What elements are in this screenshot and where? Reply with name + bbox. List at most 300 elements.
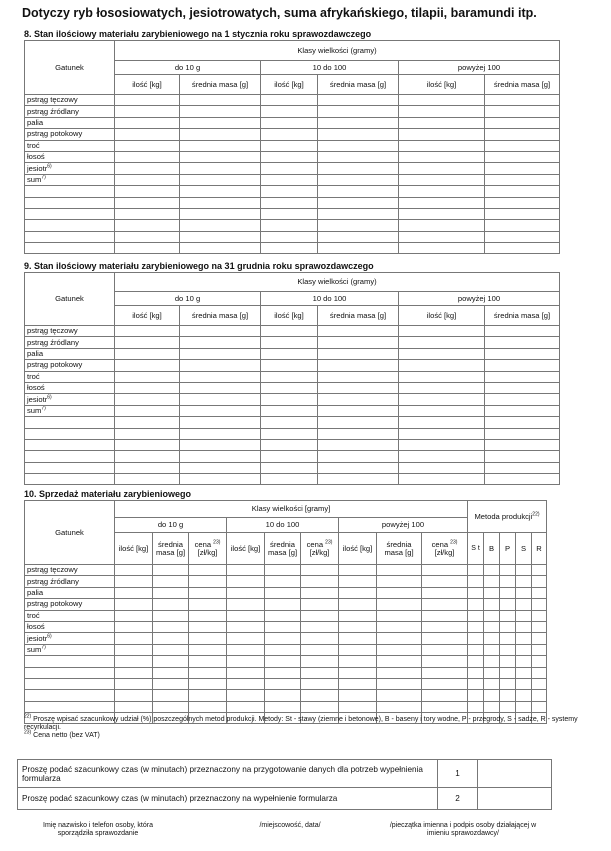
- data-cell[interactable]: [261, 337, 318, 348]
- data-cell[interactable]: [115, 140, 180, 151]
- data-cell[interactable]: [227, 576, 265, 587]
- data-cell[interactable]: [265, 565, 301, 576]
- data-cell[interactable]: [261, 348, 318, 359]
- data-cell[interactable]: [485, 474, 560, 485]
- data-cell[interactable]: [399, 129, 485, 140]
- data-cell[interactable]: [318, 417, 399, 428]
- data-cell[interactable]: [339, 644, 377, 655]
- data-cell[interactable]: [500, 565, 516, 576]
- data-cell[interactable]: [318, 371, 399, 382]
- data-cell[interactable]: [115, 690, 153, 701]
- data-cell[interactable]: [399, 474, 485, 485]
- data-cell[interactable]: [261, 129, 318, 140]
- data-cell[interactable]: [516, 576, 532, 587]
- data-cell[interactable]: [318, 231, 399, 242]
- data-cell[interactable]: [485, 348, 560, 359]
- data-cell[interactable]: [468, 667, 484, 678]
- data-cell[interactable]: [484, 565, 500, 576]
- data-cell[interactable]: [339, 701, 377, 712]
- data-cell[interactable]: [115, 439, 180, 450]
- data-cell[interactable]: [399, 95, 485, 106]
- data-cell[interactable]: [115, 621, 153, 632]
- data-cell[interactable]: [485, 417, 560, 428]
- data-cell[interactable]: [468, 587, 484, 598]
- data-cell[interactable]: [485, 243, 560, 254]
- data-cell[interactable]: [153, 656, 189, 667]
- data-cell[interactable]: [301, 656, 339, 667]
- data-cell[interactable]: [115, 451, 180, 462]
- data-cell[interactable]: [485, 151, 560, 162]
- data-cell[interactable]: [484, 587, 500, 598]
- data-cell[interactable]: [339, 656, 377, 667]
- data-cell[interactable]: [189, 599, 227, 610]
- data-cell[interactable]: [500, 599, 516, 610]
- data-cell[interactable]: [532, 565, 547, 576]
- data-cell[interactable]: [399, 337, 485, 348]
- data-cell[interactable]: [227, 701, 265, 712]
- data-cell[interactable]: [516, 587, 532, 598]
- data-cell[interactable]: [301, 576, 339, 587]
- data-cell[interactable]: [318, 106, 399, 117]
- data-cell[interactable]: [484, 610, 500, 621]
- data-cell[interactable]: [468, 644, 484, 655]
- data-cell[interactable]: [189, 667, 227, 678]
- data-cell[interactable]: [227, 565, 265, 576]
- data-cell[interactable]: [516, 667, 532, 678]
- data-cell[interactable]: [339, 599, 377, 610]
- data-cell[interactable]: [180, 197, 261, 208]
- data-cell[interactable]: [422, 667, 468, 678]
- data-cell[interactable]: [339, 587, 377, 598]
- data-cell[interactable]: [265, 576, 301, 587]
- data-cell[interactable]: [180, 337, 261, 348]
- data-cell[interactable]: [153, 701, 189, 712]
- data-cell[interactable]: [180, 140, 261, 151]
- data-cell[interactable]: [318, 129, 399, 140]
- data-cell[interactable]: [485, 186, 560, 197]
- data-cell[interactable]: [180, 243, 261, 254]
- data-cell[interactable]: [532, 576, 547, 587]
- data-cell[interactable]: [261, 231, 318, 242]
- data-cell[interactable]: [468, 690, 484, 701]
- data-cell[interactable]: [265, 678, 301, 689]
- data-cell[interactable]: [422, 701, 468, 712]
- data-cell[interactable]: [532, 690, 547, 701]
- data-cell[interactable]: [261, 140, 318, 151]
- data-cell[interactable]: [227, 621, 265, 632]
- data-cell[interactable]: [180, 151, 261, 162]
- data-cell[interactable]: [516, 565, 532, 576]
- data-cell[interactable]: [180, 428, 261, 439]
- data-cell[interactable]: [484, 701, 500, 712]
- data-cell[interactable]: [227, 587, 265, 598]
- data-cell[interactable]: [484, 690, 500, 701]
- data-cell[interactable]: [115, 186, 180, 197]
- data-cell[interactable]: [484, 667, 500, 678]
- data-cell[interactable]: [189, 587, 227, 598]
- data-cell[interactable]: [115, 428, 180, 439]
- data-cell[interactable]: [485, 129, 560, 140]
- data-cell[interactable]: [485, 220, 560, 231]
- data-cell[interactable]: [261, 163, 318, 174]
- data-cell[interactable]: [261, 371, 318, 382]
- data-cell[interactable]: [261, 417, 318, 428]
- data-cell[interactable]: [399, 462, 485, 473]
- data-cell[interactable]: [180, 348, 261, 359]
- data-cell[interactable]: [115, 163, 180, 174]
- data-cell[interactable]: [399, 243, 485, 254]
- data-cell[interactable]: [227, 690, 265, 701]
- data-cell[interactable]: [189, 678, 227, 689]
- data-cell[interactable]: [468, 633, 484, 644]
- data-cell[interactable]: [318, 451, 399, 462]
- data-cell[interactable]: [115, 382, 180, 393]
- data-cell[interactable]: [115, 633, 153, 644]
- data-cell[interactable]: [227, 599, 265, 610]
- data-cell[interactable]: [318, 220, 399, 231]
- data-cell[interactable]: [500, 690, 516, 701]
- data-cell[interactable]: [485, 106, 560, 117]
- data-cell[interactable]: [399, 151, 485, 162]
- data-cell[interactable]: [377, 644, 422, 655]
- data-cell[interactable]: [422, 690, 468, 701]
- data-cell[interactable]: [115, 117, 180, 128]
- data-cell[interactable]: [318, 186, 399, 197]
- data-cell[interactable]: [115, 208, 180, 219]
- data-cell[interactable]: [422, 656, 468, 667]
- data-cell[interactable]: [180, 417, 261, 428]
- data-cell[interactable]: [261, 208, 318, 219]
- data-cell[interactable]: [115, 360, 180, 371]
- data-cell[interactable]: [532, 610, 547, 621]
- data-cell[interactable]: [339, 690, 377, 701]
- data-cell[interactable]: [180, 129, 261, 140]
- data-cell[interactable]: [180, 405, 261, 416]
- data-cell[interactable]: [500, 701, 516, 712]
- data-cell[interactable]: [261, 220, 318, 231]
- data-cell[interactable]: [468, 576, 484, 587]
- data-cell[interactable]: [422, 644, 468, 655]
- data-cell[interactable]: [301, 587, 339, 598]
- data-cell[interactable]: [485, 394, 560, 405]
- data-cell[interactable]: [261, 428, 318, 439]
- data-cell[interactable]: [301, 599, 339, 610]
- data-cell[interactable]: [339, 621, 377, 632]
- data-cell[interactable]: [500, 667, 516, 678]
- data-cell[interactable]: [180, 186, 261, 197]
- data-cell[interactable]: [399, 371, 485, 382]
- data-cell[interactable]: [484, 599, 500, 610]
- data-cell[interactable]: [500, 576, 516, 587]
- data-cell[interactable]: [516, 610, 532, 621]
- data-cell[interactable]: [468, 701, 484, 712]
- data-cell[interactable]: [500, 678, 516, 689]
- data-cell[interactable]: [265, 621, 301, 632]
- data-cell[interactable]: [261, 151, 318, 162]
- data-cell[interactable]: [115, 106, 180, 117]
- data-cell[interactable]: [339, 667, 377, 678]
- data-cell[interactable]: [399, 106, 485, 117]
- data-cell[interactable]: [115, 701, 153, 712]
- data-cell[interactable]: [318, 326, 399, 337]
- data-cell[interactable]: [265, 690, 301, 701]
- data-cell[interactable]: [318, 151, 399, 162]
- data-cell[interactable]: [227, 633, 265, 644]
- data-cell[interactable]: [265, 667, 301, 678]
- data-cell[interactable]: [377, 656, 422, 667]
- data-cell[interactable]: [153, 587, 189, 598]
- data-cell[interactable]: [301, 633, 339, 644]
- data-cell[interactable]: [377, 565, 422, 576]
- data-cell[interactable]: [500, 633, 516, 644]
- data-cell[interactable]: [115, 667, 153, 678]
- data-cell[interactable]: [318, 243, 399, 254]
- data-cell[interactable]: [468, 621, 484, 632]
- data-cell[interactable]: [115, 610, 153, 621]
- data-cell[interactable]: [399, 140, 485, 151]
- data-cell[interactable]: [189, 610, 227, 621]
- data-cell[interactable]: [399, 174, 485, 185]
- data-cell[interactable]: [485, 382, 560, 393]
- data-cell[interactable]: [500, 621, 516, 632]
- data-cell[interactable]: [484, 678, 500, 689]
- data-cell[interactable]: [532, 678, 547, 689]
- data-cell[interactable]: [422, 610, 468, 621]
- data-cell[interactable]: [500, 587, 516, 598]
- data-cell[interactable]: [180, 174, 261, 185]
- data-cell[interactable]: [318, 394, 399, 405]
- data-cell[interactable]: [485, 462, 560, 473]
- data-cell[interactable]: [468, 656, 484, 667]
- data-cell[interactable]: [318, 174, 399, 185]
- data-cell[interactable]: [399, 197, 485, 208]
- data-cell[interactable]: [261, 462, 318, 473]
- data-cell[interactable]: [180, 360, 261, 371]
- data-cell[interactable]: [265, 656, 301, 667]
- data-cell[interactable]: [377, 587, 422, 598]
- data-cell[interactable]: [399, 208, 485, 219]
- data-cell[interactable]: [399, 231, 485, 242]
- data-cell[interactable]: [265, 599, 301, 610]
- data-cell[interactable]: [261, 451, 318, 462]
- data-cell[interactable]: [261, 95, 318, 106]
- data-cell[interactable]: [377, 633, 422, 644]
- data-cell[interactable]: [318, 95, 399, 106]
- data-cell[interactable]: [468, 599, 484, 610]
- data-cell[interactable]: [399, 405, 485, 416]
- data-cell[interactable]: [115, 243, 180, 254]
- data-cell[interactable]: [484, 644, 500, 655]
- data-cell[interactable]: [399, 117, 485, 128]
- data-cell[interactable]: [115, 129, 180, 140]
- data-cell[interactable]: [532, 644, 547, 655]
- data-cell[interactable]: [485, 208, 560, 219]
- data-cell[interactable]: [115, 95, 180, 106]
- data-cell[interactable]: [301, 678, 339, 689]
- data-cell[interactable]: [532, 633, 547, 644]
- data-cell[interactable]: [115, 174, 180, 185]
- data-cell[interactable]: [115, 587, 153, 598]
- data-cell[interactable]: [318, 439, 399, 450]
- data-cell[interactable]: [153, 644, 189, 655]
- data-cell[interactable]: [484, 656, 500, 667]
- data-cell[interactable]: [377, 667, 422, 678]
- data-cell[interactable]: [485, 174, 560, 185]
- data-cell[interactable]: [399, 186, 485, 197]
- data-cell[interactable]: [318, 405, 399, 416]
- data-cell[interactable]: [485, 337, 560, 348]
- data-cell[interactable]: [377, 701, 422, 712]
- data-cell[interactable]: [301, 610, 339, 621]
- data-cell[interactable]: [115, 565, 153, 576]
- data-cell[interactable]: [422, 565, 468, 576]
- data-cell[interactable]: [261, 360, 318, 371]
- data-cell[interactable]: [115, 326, 180, 337]
- data-cell[interactable]: [180, 462, 261, 473]
- data-cell[interactable]: [115, 678, 153, 689]
- data-cell[interactable]: [261, 243, 318, 254]
- data-cell[interactable]: [318, 474, 399, 485]
- data-cell[interactable]: [180, 474, 261, 485]
- data-cell[interactable]: [318, 337, 399, 348]
- data-cell[interactable]: [115, 151, 180, 162]
- data-cell[interactable]: [115, 394, 180, 405]
- data-cell[interactable]: [153, 667, 189, 678]
- data-cell[interactable]: [377, 576, 422, 587]
- data-cell[interactable]: [399, 451, 485, 462]
- data-cell[interactable]: [261, 197, 318, 208]
- data-cell[interactable]: [261, 106, 318, 117]
- data-cell[interactable]: [485, 439, 560, 450]
- data-cell[interactable]: [516, 701, 532, 712]
- data-cell[interactable]: [532, 667, 547, 678]
- data-cell[interactable]: [339, 565, 377, 576]
- data-cell[interactable]: [377, 690, 422, 701]
- data-cell[interactable]: [399, 382, 485, 393]
- data-cell[interactable]: [485, 360, 560, 371]
- data-cell[interactable]: [261, 186, 318, 197]
- data-cell[interactable]: [261, 326, 318, 337]
- data-cell[interactable]: [318, 117, 399, 128]
- data-cell[interactable]: [318, 140, 399, 151]
- data-cell[interactable]: [180, 231, 261, 242]
- data-cell[interactable]: [399, 220, 485, 231]
- data-cell[interactable]: [189, 656, 227, 667]
- data-cell[interactable]: [189, 701, 227, 712]
- data-cell[interactable]: [532, 587, 547, 598]
- data-cell[interactable]: [485, 405, 560, 416]
- data-cell[interactable]: [301, 565, 339, 576]
- data-cell[interactable]: [485, 326, 560, 337]
- data-cell[interactable]: [485, 140, 560, 151]
- data-cell[interactable]: [516, 644, 532, 655]
- data-cell[interactable]: [189, 633, 227, 644]
- data-cell[interactable]: [422, 599, 468, 610]
- data-cell[interactable]: [115, 371, 180, 382]
- data-cell[interactable]: [422, 587, 468, 598]
- data-cell[interactable]: [516, 678, 532, 689]
- data-cell[interactable]: [261, 394, 318, 405]
- data-cell[interactable]: [265, 587, 301, 598]
- data-cell[interactable]: [180, 95, 261, 106]
- data-cell[interactable]: [516, 599, 532, 610]
- data-cell[interactable]: [485, 371, 560, 382]
- data-cell[interactable]: [301, 690, 339, 701]
- data-cell[interactable]: [339, 633, 377, 644]
- data-cell[interactable]: [485, 231, 560, 242]
- data-cell[interactable]: [115, 462, 180, 473]
- data-cell[interactable]: [115, 599, 153, 610]
- data-cell[interactable]: [485, 428, 560, 439]
- data-cell[interactable]: [301, 701, 339, 712]
- data-cell[interactable]: [153, 565, 189, 576]
- data-cell[interactable]: [115, 656, 153, 667]
- data-cell[interactable]: [422, 576, 468, 587]
- data-cell[interactable]: [422, 621, 468, 632]
- data-cell[interactable]: [115, 348, 180, 359]
- data-cell[interactable]: [532, 701, 547, 712]
- data-cell[interactable]: [227, 667, 265, 678]
- data-cell[interactable]: [301, 667, 339, 678]
- data-cell[interactable]: [532, 599, 547, 610]
- data-cell[interactable]: [318, 428, 399, 439]
- data-cell[interactable]: [180, 382, 261, 393]
- data-cell[interactable]: [468, 678, 484, 689]
- data-cell[interactable]: [115, 576, 153, 587]
- data-cell[interactable]: [180, 394, 261, 405]
- data-cell[interactable]: [180, 439, 261, 450]
- data-cell[interactable]: [422, 678, 468, 689]
- data-cell[interactable]: [500, 644, 516, 655]
- data-cell[interactable]: [377, 599, 422, 610]
- data-cell[interactable]: [189, 576, 227, 587]
- data-cell[interactable]: [339, 678, 377, 689]
- data-cell[interactable]: [115, 337, 180, 348]
- data-cell[interactable]: [115, 231, 180, 242]
- data-cell[interactable]: [227, 644, 265, 655]
- data-cell[interactable]: [301, 644, 339, 655]
- data-cell[interactable]: [484, 633, 500, 644]
- data-cell[interactable]: [532, 656, 547, 667]
- data-cell[interactable]: [468, 565, 484, 576]
- data-cell[interactable]: [377, 621, 422, 632]
- data-cell[interactable]: [180, 326, 261, 337]
- data-cell[interactable]: [180, 117, 261, 128]
- data-cell[interactable]: [189, 621, 227, 632]
- data-cell[interactable]: [227, 610, 265, 621]
- data-cell[interactable]: [180, 451, 261, 462]
- data-cell[interactable]: [399, 394, 485, 405]
- data-cell[interactable]: [261, 439, 318, 450]
- data-cell[interactable]: [261, 405, 318, 416]
- data-cell[interactable]: [339, 576, 377, 587]
- data-cell[interactable]: [485, 95, 560, 106]
- data-cell[interactable]: [265, 633, 301, 644]
- data-cell[interactable]: [227, 656, 265, 667]
- data-cell[interactable]: [399, 348, 485, 359]
- data-cell[interactable]: [399, 428, 485, 439]
- data-cell[interactable]: [153, 690, 189, 701]
- data-cell[interactable]: [115, 474, 180, 485]
- data-cell[interactable]: [261, 474, 318, 485]
- data-cell[interactable]: [318, 360, 399, 371]
- data-cell[interactable]: [500, 656, 516, 667]
- data-cell[interactable]: [261, 117, 318, 128]
- data-cell[interactable]: [468, 610, 484, 621]
- data-cell[interactable]: [180, 220, 261, 231]
- data-cell[interactable]: [115, 197, 180, 208]
- data-cell[interactable]: [318, 163, 399, 174]
